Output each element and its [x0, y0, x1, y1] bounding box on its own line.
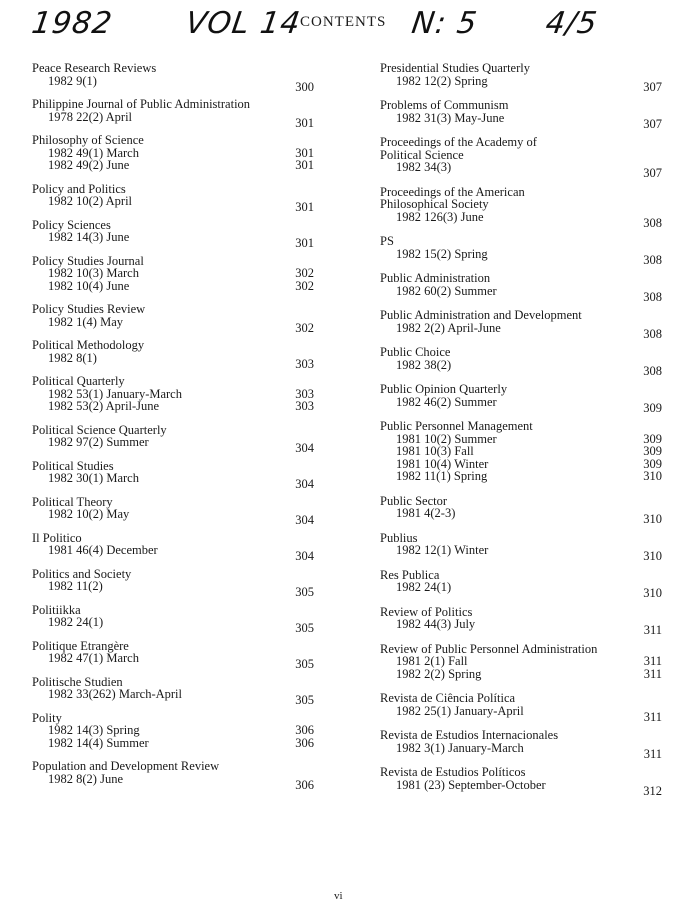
page-number: 309 [643, 456, 662, 471]
issue-details: 1981 10(2) Summer [396, 431, 497, 446]
issue-row [32, 314, 316, 335]
journal-entry [32, 674, 316, 707]
handwritten-date: 4/5 [543, 6, 600, 41]
issue-details: 1982 25(1) January-April [396, 703, 524, 718]
journal-entry [32, 422, 316, 455]
journal-entry [380, 691, 664, 724]
page-number: 311 [643, 709, 662, 724]
page-number: 308 [643, 326, 662, 341]
issue-details: 1982 11(2) [48, 579, 103, 593]
page-number: 310 [643, 549, 662, 563]
issue-row [32, 73, 316, 94]
issue-row [32, 737, 316, 750]
journal-title: Public Administration and Development [380, 308, 582, 322]
page-number: 305 [295, 693, 314, 707]
journal-title: Problems of Communism [380, 98, 509, 112]
page-number: 301 [295, 200, 314, 214]
journal-title: Proceedings of the Academy of [380, 135, 537, 149]
page-number: 309 [643, 431, 662, 446]
journal-entry [32, 302, 316, 335]
journal-entry [32, 217, 316, 250]
journal-entry [380, 420, 664, 483]
issue-details: 1982 11(1) Spring [396, 469, 488, 483]
issue-details: 1982 10(2) April [48, 194, 133, 208]
handwritten-number: N: 5 [409, 6, 480, 41]
page-number: 310 [643, 512, 662, 526]
journal-title-continued: Philosophical Society [380, 197, 489, 211]
journal-title: Policy Studies Review [32, 302, 146, 316]
page-number: 305 [295, 585, 314, 599]
issue-details: 1982 10(3) March [48, 266, 139, 280]
journal-title: Politics and Society [32, 566, 132, 581]
issue-details: 1982 34(3) [396, 160, 452, 174]
issue-row [32, 267, 316, 280]
journal-title: Political Studies [32, 458, 114, 473]
journal-title: Public Administration [380, 271, 491, 285]
journal-title: Revista de Estudios Internacionales [380, 728, 559, 742]
journal-title: Population and Development Review [32, 759, 220, 773]
journal-title: Political Science Quarterly [32, 422, 167, 437]
issue-details: 1982 33(262) March-April [48, 687, 182, 701]
issue-row [380, 160, 664, 180]
journal-title: Polity [32, 710, 62, 725]
issue-row [380, 543, 664, 563]
issue-row [32, 109, 316, 130]
page-number: 303 [295, 356, 314, 371]
journal-entry [32, 494, 316, 527]
journal-entry [32, 602, 316, 635]
issue-row [32, 159, 316, 172]
issue-row [32, 507, 316, 527]
page-number: 308 [643, 252, 662, 267]
issue-details: 1982 53(1) January-March [48, 386, 182, 401]
page-number: 310 [643, 586, 662, 600]
issue-details: 1982 49(1) March [48, 145, 139, 160]
issue-details: 1982 30(1) March [48, 471, 139, 485]
page-number: 309 [643, 444, 662, 458]
journal-entry [32, 97, 316, 130]
journal-entry [32, 638, 316, 671]
issue-details: 1982 24(1) [396, 580, 452, 594]
journal-title: Political Quarterly [32, 374, 125, 388]
issue-row [380, 246, 664, 267]
journal-entry [32, 530, 316, 563]
journal-title: Philippine Journal of Public Administration [32, 97, 251, 111]
journal-title: Policy Studies Journal [32, 253, 144, 268]
journal-entry [380, 271, 664, 304]
journal-title: Policy Sciences [32, 217, 111, 232]
journal-title: Political Methodology [32, 338, 145, 352]
issue-details: 1978 22(2) April [48, 109, 133, 124]
journal-entry [380, 604, 664, 637]
journal-entry [380, 382, 664, 415]
issue-details: 1982 3(1) January-March [396, 740, 524, 755]
page-number: 302 [295, 320, 314, 335]
contents-left-column [32, 62, 316, 797]
page-number: 305 [295, 621, 314, 635]
issue-details: 1982 10(4) June [48, 278, 130, 293]
journal-title: Proceedings of the American [380, 184, 525, 199]
journal-entry [32, 458, 316, 491]
issue-details: 1982 53(2) April-June [48, 399, 160, 413]
journal-entry [32, 712, 316, 750]
page-number: 301 [295, 145, 314, 160]
page-number: 301 [295, 115, 314, 130]
page-number: 306 [295, 777, 314, 792]
journal-title: Revista de Ciência Política [380, 691, 516, 705]
issue-details: 1982 44(3) July [396, 617, 476, 631]
journal-entry [380, 530, 664, 563]
journal-entry [32, 375, 316, 413]
issue-row [32, 687, 316, 707]
journal-entry [32, 566, 316, 599]
issue-row [32, 280, 316, 293]
issue-row [32, 350, 316, 371]
journal-title: Political Theory [32, 494, 113, 509]
page-number: 311 [643, 666, 662, 681]
journal-entry [32, 134, 316, 172]
issue-row [380, 283, 664, 304]
journal-title: Revista de Estudios Políticos [380, 765, 526, 779]
handwritten-volume: VOL 14 [183, 6, 304, 41]
journal-entry [32, 61, 316, 94]
issue-details: 1982 14(3) June [48, 230, 130, 244]
page-number: 311 [643, 746, 662, 761]
journal-title: Public Personnel Management [380, 419, 533, 433]
journal-title: Il Politico [32, 530, 82, 545]
issue-details: 1982 2(2) April-June [396, 320, 501, 335]
issue-details: 1982 47(1) March [48, 651, 139, 665]
issue-row [380, 668, 664, 681]
issue-row [380, 320, 664, 341]
issue-row [32, 579, 316, 599]
issue-row [32, 435, 316, 455]
page-number: 308 [643, 289, 662, 304]
journal-entry [380, 765, 664, 798]
issue-details: 1981 2(1) Fall [396, 654, 468, 668]
page-number: 307 [643, 79, 662, 94]
issue-details: 1982 10(2) May [48, 507, 130, 521]
page-folio: vi [334, 890, 343, 902]
journal-title: Politische Studien [32, 674, 123, 689]
issue-details: 1982 97(2) Summer [48, 435, 149, 449]
page-number: 307 [643, 166, 662, 180]
issue-row [380, 506, 664, 526]
issue-row [32, 230, 316, 250]
journal-title: Peace Research Reviews [32, 61, 157, 75]
journal-entry [380, 61, 664, 94]
journal-title: Publius [380, 530, 418, 545]
issue-details: 1982 126(3) June [396, 209, 484, 224]
page-number: 304 [295, 477, 314, 491]
page-title: CONTENTS [300, 14, 387, 30]
issue-row [32, 651, 316, 671]
issue-row [380, 580, 664, 600]
issue-row [380, 445, 664, 458]
journal-entry [380, 643, 664, 681]
journal-title: Public Sector [380, 493, 448, 508]
journal-entry [380, 98, 664, 131]
journal-entry [32, 181, 316, 214]
journal-title: Review of Public Personnel Administration [380, 641, 598, 656]
page-number: 305 [295, 657, 314, 671]
issue-details: 1982 14(3) Spring [48, 723, 140, 737]
issue-details: 1982 9(1) [48, 73, 97, 88]
issue-details: 1982 1(4) May [48, 314, 123, 329]
journal-entry [32, 759, 316, 792]
issue-details: 1981 10(3) Fall [396, 444, 474, 458]
journal-title: Public Opinion Quarterly [380, 382, 508, 396]
issue-details: 1982 38(2) [396, 357, 452, 372]
journal-entry [32, 255, 316, 293]
page-number: 306 [295, 723, 314, 737]
issue-row [32, 724, 316, 737]
issue-row [380, 209, 664, 230]
contents-right-column [380, 62, 664, 803]
page-number: 309 [643, 400, 662, 415]
page-number: 303 [295, 399, 314, 413]
page-number: 302 [295, 278, 314, 293]
journal-entry [32, 338, 316, 371]
issue-details: 1982 2(2) Spring [396, 666, 482, 681]
issue-row [380, 357, 664, 378]
page-number: 308 [643, 215, 662, 230]
journal-title: Policy and Politics [32, 181, 126, 196]
issue-row [32, 400, 316, 413]
handwritten-year: 1982 [29, 6, 115, 41]
journal-entry [380, 567, 664, 600]
issue-row [380, 703, 664, 724]
journal-entry [380, 308, 664, 341]
issue-row [32, 194, 316, 214]
page-number: 300 [295, 79, 314, 94]
journal-entry [380, 728, 664, 761]
journal-title: Review of Politics [380, 604, 473, 619]
issue-details: 1982 31(3) May-June [396, 110, 505, 125]
issue-row [32, 615, 316, 635]
issue-row [380, 655, 664, 668]
issue-details: 1982 15(2) Spring [396, 246, 488, 261]
journal-entry [380, 345, 664, 378]
page-number: 306 [295, 735, 314, 750]
issue-row [380, 777, 664, 798]
issue-details: 1982 60(2) Summer [396, 283, 497, 298]
issue-details: 1981 4(2-3) [396, 506, 456, 520]
page-number: 308 [643, 363, 662, 378]
journal-title: Res Publica [380, 567, 440, 582]
issue-row [32, 471, 316, 491]
journal-title: Politiikka [32, 602, 81, 617]
issue-details: 1982 24(1) [48, 615, 104, 629]
page-number: 310 [643, 469, 662, 483]
issue-row [380, 740, 664, 761]
issue-details: 1982 14(4) Summer [48, 735, 149, 750]
journal-title: PS [380, 234, 394, 248]
page-number: 312 [643, 783, 662, 798]
journal-title: Philosophy of Science [32, 133, 144, 147]
issue-details: 1982 8(1) [48, 350, 97, 365]
journal-entry [380, 493, 664, 526]
journal-title: Presidential Studies Quarterly [380, 61, 530, 75]
page-number: 311 [643, 623, 662, 637]
issue-row [380, 617, 664, 637]
issue-details: 1982 8(2) June [48, 771, 123, 786]
page-number: 302 [295, 266, 314, 280]
issue-details: 1981 10(4) Winter [396, 456, 489, 471]
journal-entry [380, 234, 664, 267]
issue-row [32, 543, 316, 563]
issue-details: 1981 46(4) December [48, 543, 158, 557]
issue-row [380, 110, 664, 131]
issue-row [380, 73, 664, 94]
issue-row [32, 771, 316, 792]
page-number: 303 [295, 386, 314, 401]
issue-row [380, 394, 664, 415]
page-number: 301 [295, 236, 314, 250]
journal-title: Politique Etrangère [32, 638, 129, 653]
page-number: 307 [643, 116, 662, 131]
issue-details: 1981 (23) September-October [396, 777, 546, 792]
issue-details: 1982 49(2) June [48, 158, 130, 172]
issue-row [380, 470, 664, 483]
page-number: 304 [295, 441, 314, 455]
page-number: 304 [295, 513, 314, 527]
page-number: 301 [295, 158, 314, 172]
page-number: 311 [643, 654, 662, 668]
journal-entry [380, 135, 664, 180]
journal-title-continued: Political Science [380, 147, 464, 162]
issue-details: 1982 12(1) Winter [396, 543, 489, 557]
journal-entry [380, 184, 664, 230]
issue-details: 1982 12(2) Spring [396, 73, 488, 88]
journal-title: Public Choice [380, 345, 451, 359]
page-number: 304 [295, 549, 314, 563]
issue-details: 1982 46(2) Summer [396, 394, 497, 409]
